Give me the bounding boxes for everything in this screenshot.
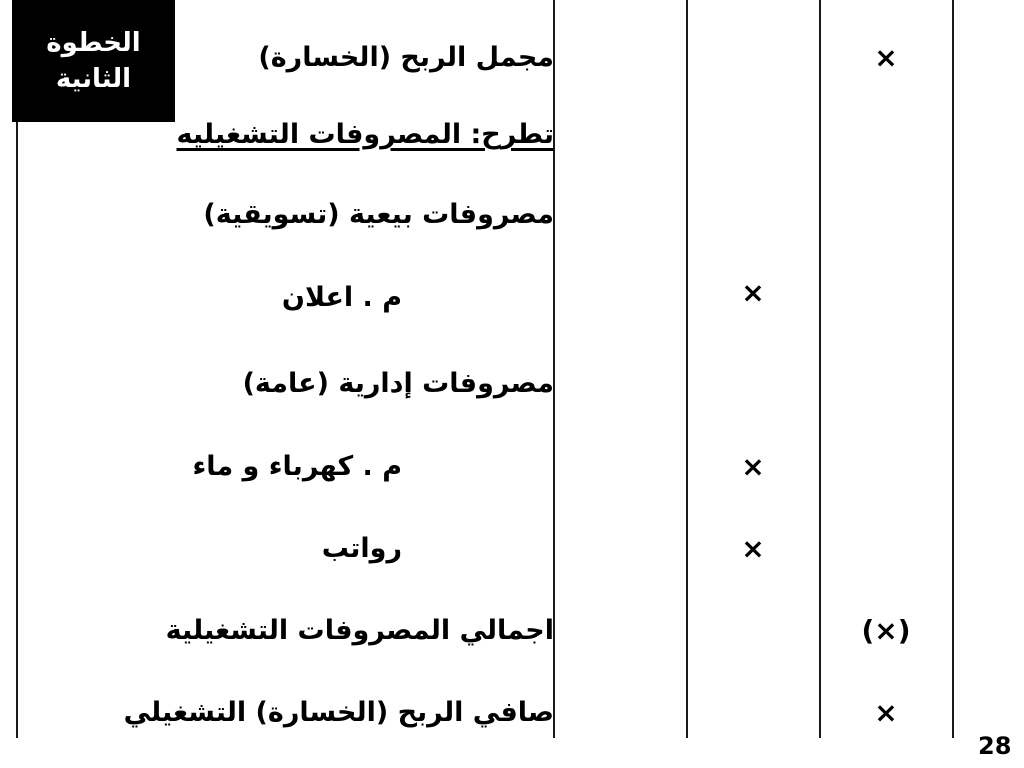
column-divider-2 (686, 0, 688, 738)
row-label-selling-expenses: مصروفات بيعية (تسويقية) (203, 199, 554, 230)
row-mark-net-operating-profit: × (874, 696, 898, 729)
row-label-admin-expenses: مصروفات إدارية (عامة) (242, 368, 554, 399)
page-number: 28 (978, 732, 1012, 760)
row-label-gross-profit: مجمل الربح (الخسارة) (258, 42, 554, 73)
step-badge-line2: الثانية (55, 64, 132, 94)
row-label-electricity-water: م . كهرباء و ماء (192, 451, 402, 482)
row-label-salaries: رواتب (321, 533, 402, 564)
step-badge-line1: الخطوة (46, 28, 141, 58)
row-label-operating-expenses-heading: تطرح: المصروفات التشغيليه (176, 119, 554, 150)
row-label-net-operating-profit: صافي الربح (الخسارة) التشغيلي (123, 697, 554, 728)
row-mark-electricity-water: × (741, 450, 765, 483)
row-label-total-operating-expenses: اجمالي المصروفات التشغيلية (165, 615, 554, 646)
step-badge (12, 0, 175, 122)
column-divider-4 (952, 0, 954, 738)
column-divider-3 (819, 0, 821, 738)
row-mark-gross-profit: × (874, 41, 898, 74)
row-mark-total-operating-expenses: (×) (861, 614, 911, 647)
row-mark-advertising: × (741, 276, 765, 309)
row-mark-salaries: × (741, 532, 765, 565)
row-label-advertising: م . اعلان (281, 282, 402, 313)
